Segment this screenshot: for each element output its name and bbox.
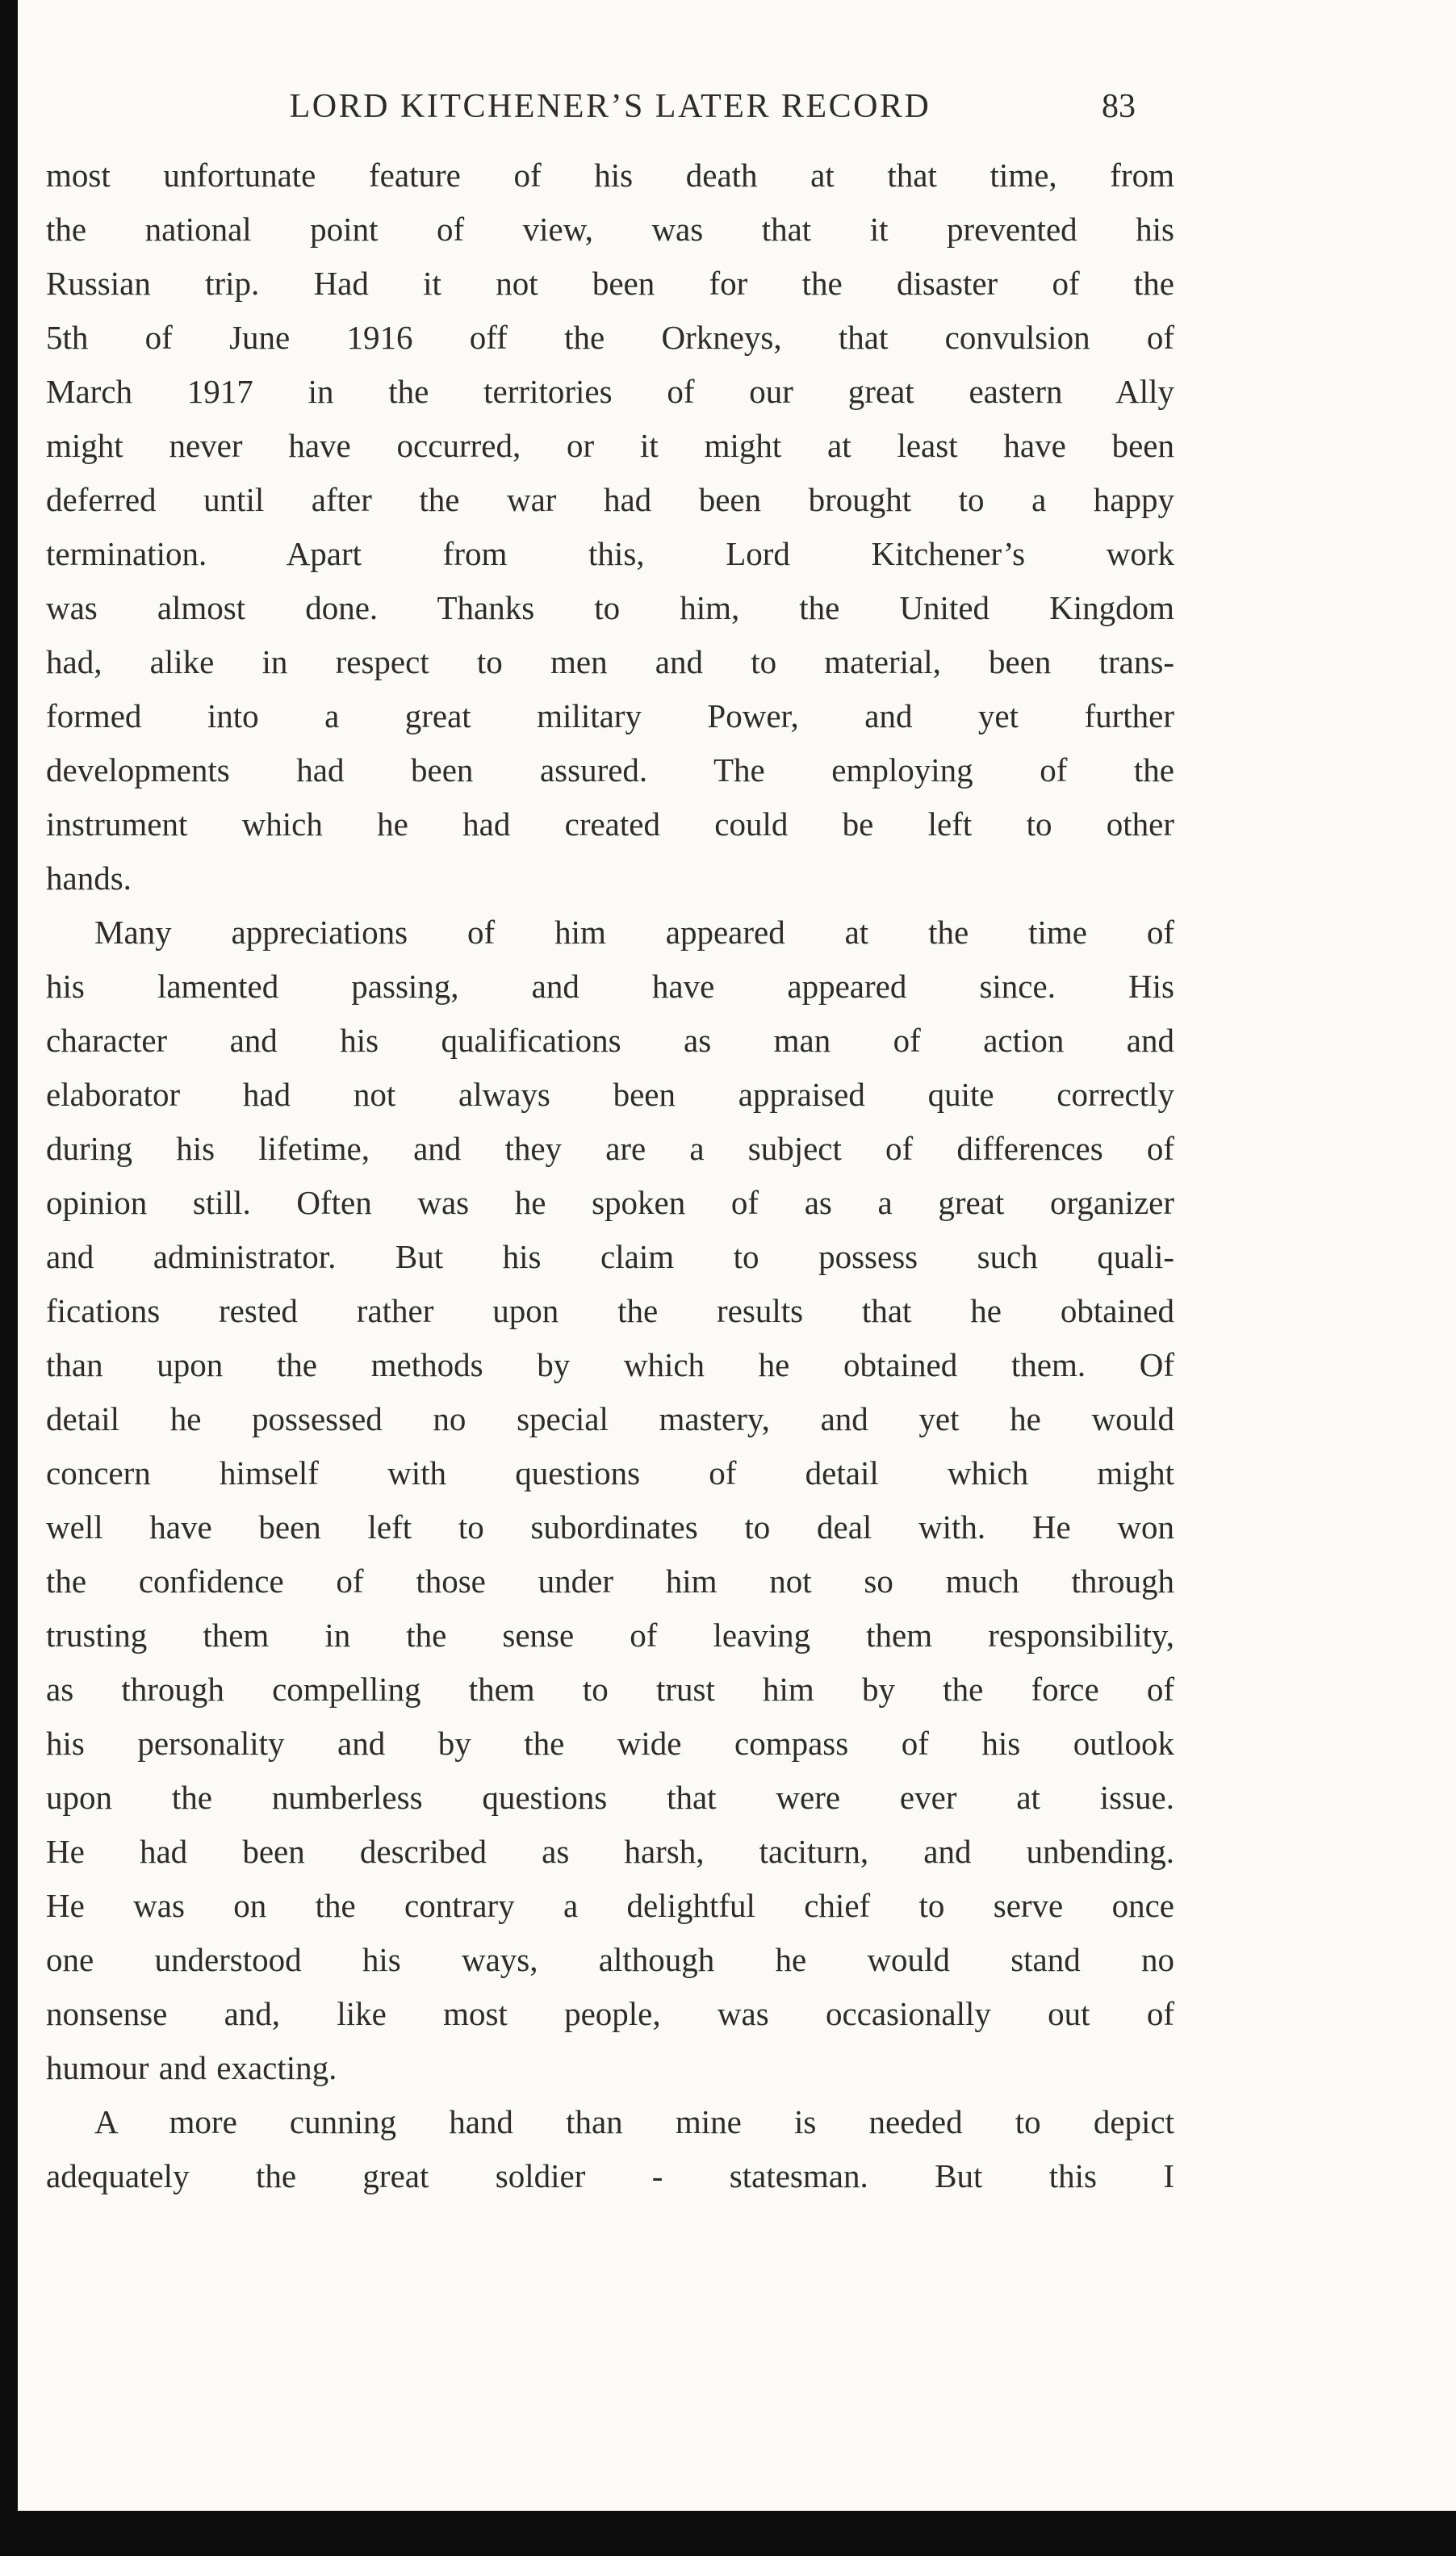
text-line: formed into a great military Power, and yet further: [46, 697, 1174, 734]
text-line: He had been described as harsh, taciturn, and unbending.: [46, 1833, 1174, 1870]
text-line: during his lifetime, and they are a subject of differences of: [46, 1130, 1174, 1167]
text-line: A more cunning hand than mine is needed to depict: [94, 2103, 1174, 2140]
paragraph: [46, 906, 1174, 2095]
text-line: March 1917 in the territories of our great eastern Ally: [46, 373, 1174, 410]
text-line: humour and exacting.: [46, 2049, 337, 2086]
text-line: deferred until after the war had been brought to a happy: [46, 481, 1174, 518]
text-line: as through compelling them to trust him by the force of: [46, 1671, 1174, 1708]
text-line: might never have occurred, or it might at least have been: [46, 427, 1174, 464]
text-line: hands.: [46, 860, 132, 897]
text-line: opinion still. Often was he spoken of as a great organizer: [46, 1184, 1174, 1221]
text-line: his lamented passing, and have appeared since. His: [46, 968, 1174, 1005]
text-line: Many appreciations of him appeared at the time of: [94, 914, 1174, 951]
text-line: the national point of view, was that it prevented his: [46, 211, 1174, 248]
text-line: and administrator. But his claim to possess such quali-: [46, 1238, 1174, 1275]
text-line: was almost done. Thanks to him, the United Kingdom: [46, 589, 1174, 626]
text-line: well have been left to subordinates to deal with. He won: [46, 1508, 1174, 1546]
page-content: [46, 0, 1174, 2203]
text-line: character and his qualifications as man of action and: [46, 1022, 1174, 1059]
text-line: termination. Apart from this, Lord Kitchener’s work: [46, 535, 1174, 572]
body-text: [46, 149, 1174, 2203]
page-header: [46, 86, 1174, 128]
text-line: detail he possessed no special mastery, and yet he would: [46, 1400, 1174, 1437]
text-line: concern himself with questions of detail which might: [46, 1454, 1174, 1491]
text-line: instrument which he had created could be left to other: [46, 805, 1174, 843]
text-line: one understood his ways, although he would stand no: [46, 1941, 1174, 1978]
text-line: adequately the great soldier - statesman. But this I: [46, 2157, 1174, 2194]
text-line: than upon the methods by which he obtained them. Of: [46, 1346, 1174, 1383]
paragraph: [46, 2095, 1174, 2203]
scan-edge-left: [0, 0, 18, 2556]
text-line: trusting them in the sense of leaving them responsibility,: [46, 1617, 1174, 1654]
paragraph: [46, 149, 1174, 906]
text-line: his personality and by the wide compass of his outlook: [46, 1725, 1174, 1762]
text-line: elaborator had not always been appraised quite correctly: [46, 1076, 1174, 1113]
text-line: upon the numberless questions that were ever at issue.: [46, 1779, 1174, 1816]
running-title: LORD KITCHENER’S LATER RECORD: [289, 88, 931, 125]
text-line: 5th of June 1916 off the Orkneys, that convulsion of: [46, 319, 1174, 356]
scan-edge-bottom: [0, 2511, 1456, 2556]
text-line: most unfortunate feature of his death at that time, from: [46, 157, 1174, 194]
text-line: Russian trip. Had it not been for the disaster of the: [46, 265, 1174, 302]
text-line: the confidence of those under him not so much through: [46, 1562, 1174, 1600]
text-line: He was on the contrary a delightful chief to serve once: [46, 1887, 1174, 1924]
text-line: developments had been assured. The employing of the: [46, 751, 1174, 789]
text-line: fications rested rather upon the results that he obtained: [46, 1292, 1174, 1329]
page-number: 83: [1102, 88, 1136, 125]
text-line: nonsense and, like most people, was occasionally out of: [46, 1995, 1174, 2032]
text-line: had, alike in respect to men and to material, been trans-: [46, 643, 1174, 680]
